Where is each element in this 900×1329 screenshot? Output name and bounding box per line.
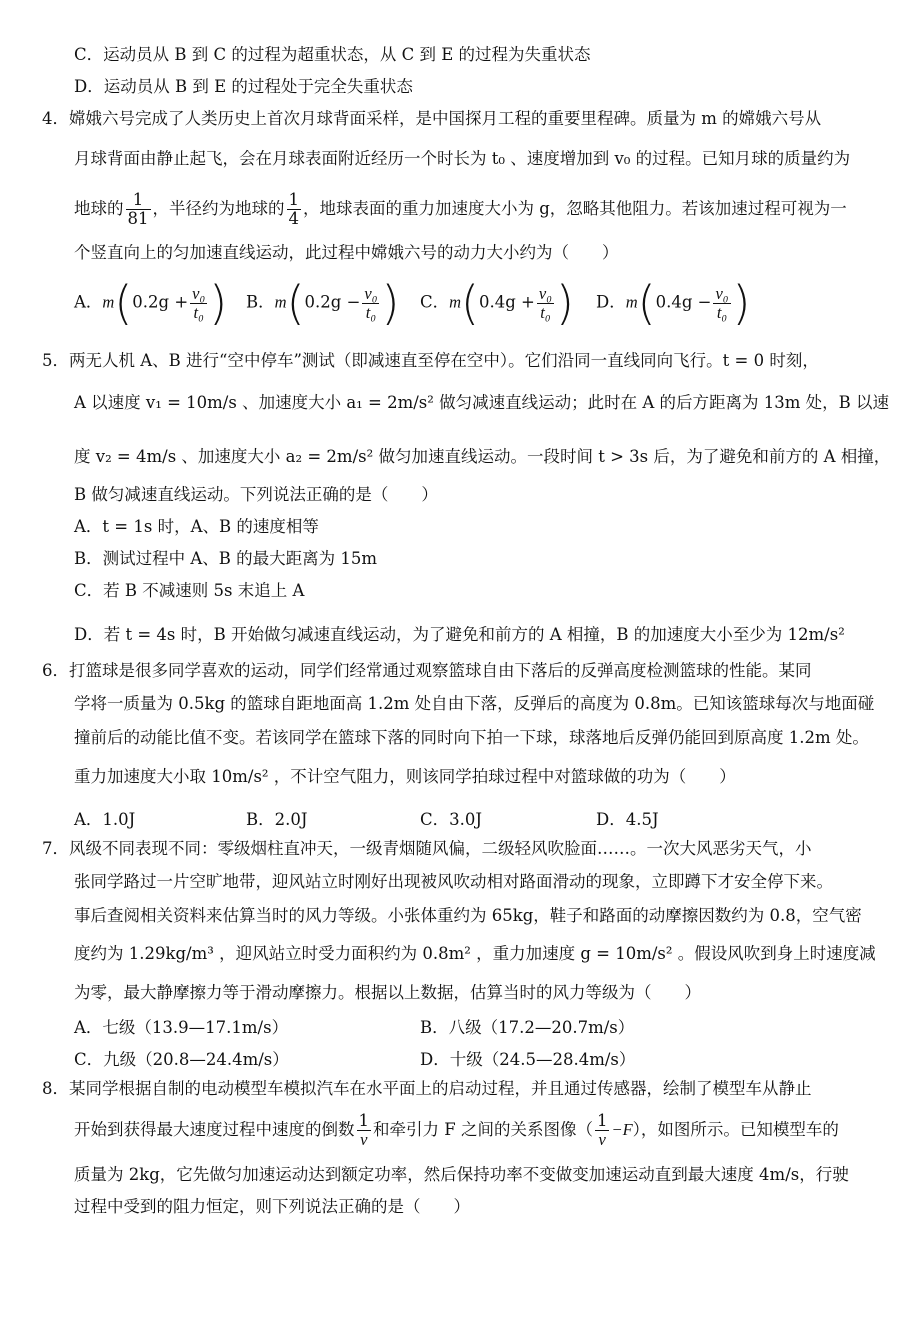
q3-option-c: C．运动员从 B 到 C 的过程为超重状态，从 C 到 E 的过程为失重状态 xyxy=(74,45,591,64)
q5-option-a: A．t = 1s 时，A、B 的速度相等 xyxy=(74,517,319,536)
v0-over-t0: $\frac{\text{v₀}}{\text{t₀}}$ xyxy=(538,283,552,322)
q8-stem-line2: 开始到获得最大速度过程中速度的倒数 $\frac{1}{v}$ 和牵引力 F 之间的关系图像（ $\frac{1}{v}$ −F），如图所示。已知模型车的 xyxy=(74,1111,839,1149)
q7-option-b: B．八级（17.2—20.7m/s） xyxy=(420,1018,635,1037)
q6-option-a: A．1.0J xyxy=(74,810,136,829)
q6-stem-line3: 撞前后的动能比值不变。若该同学在篮球下落的同时向下拍一下球，球落地后反弹仍能回到原高度 1.2m 处。 xyxy=(74,728,869,747)
q8-stem-line1: 8．某同学根据自制的电动模型车模拟汽车在水平面上的启动过程，并且通过传感器，绘制了模型车从静止 xyxy=(42,1079,812,1098)
inverse-v-fraction: $\frac{1}{v}$ xyxy=(358,1111,369,1149)
q5-option-b: B．测试过程中 A、B 的最大距离为 15m xyxy=(74,549,378,568)
moon-radius-fraction: $\frac{1}{4}$ xyxy=(288,190,299,228)
q6-stem-line4: 重力加速度大小取 10m/s² ，不计空气阻力，则该同学拍球过程中对篮球做的功为（ ） xyxy=(74,767,736,786)
q4-text-a: 地球的 xyxy=(74,199,124,218)
q6-option-d: D．4.5J xyxy=(596,810,659,829)
q4-stem-line2: 月球背面由静止起飞，会在月球表面附近经历一个时长为 t₀ 、速度增加到 v₀ 的过程。已知月球的质量约为 xyxy=(74,149,851,168)
q4-option-c: C．m(0.4g + $\frac{\text{v₀}}{\text{t₀}}$ ) xyxy=(420,276,574,330)
moon-mass-fraction: $\frac{1}{81}$ xyxy=(127,190,149,228)
q4-option-a: A．m(0.2g + $\frac{\text{v₀}}{\text{t₀}}$ ) xyxy=(74,276,228,330)
q5-stem-line4: B 做匀减速直线运动。下列说法正确的是（ ） xyxy=(74,485,438,504)
q7-option-d: D．十级（24.5—28.4m/s） xyxy=(420,1050,636,1069)
q5-stem-line2: A 以速度 v₁ = 10m/s 、加速度大小 a₁ = 2m/s² 做匀减速直线运动；此时在 A 的后方距离为 13m 处，B 以速 xyxy=(74,393,890,412)
q4-stem-line3 xyxy=(74,186,858,232)
q8-stem-line4: 过程中受到的阻力恒定，则下列说法正确的是（ ） xyxy=(74,1197,470,1216)
q5-stem-line3: 度 v₂ = 4m/s 、加速度大小 a₂ = 2m/s² 做匀加速直线运动。一段时间 t > 3s 后，为了避免和前方的 A 相撞， xyxy=(74,447,891,466)
q7-stem-line3: 事后查阅相关资料来估算当时的风力等级。小张体重约为 65kg，鞋子和路面的动摩擦因数约为 0.8，空气密 xyxy=(74,906,862,925)
q4-text-c: ，地球表面的重力加速度大小为 g，忽略其他阻力。若该加速过程可视为一 xyxy=(303,199,847,218)
q7-stem-line1: 7．风级不同表现不同：零级烟柱直冲天，一级青烟随风偏，二级轻风吹脸面……。一次大风恶劣天气，小 xyxy=(42,839,812,858)
q7-option-c: C．九级（20.8—24.4m/s） xyxy=(74,1050,289,1069)
v0-over-t0: $\frac{\text{v₀}}{\text{t₀}}$ xyxy=(715,283,729,322)
q5-stem-line1: 5．两无人机 A、B 进行“空中停车”测试（即减速直至停在空中）。它们沿同一直线同向飞行。t = 0 时刻， xyxy=(42,351,819,370)
q4-option-b: B．m(0.2g − $\frac{\text{v₀}}{\text{t₀}}$ ) xyxy=(246,276,400,330)
q7-stem-line5: 为零，最大静摩擦力等于滑动摩擦力。根据以上数据，估算当时的风力等级为（ ） xyxy=(74,983,701,1002)
q4-stem-line1: 4．嫦娥六号完成了人类历史上首次月球背面采样，是中国探月工程的重要里程碑。质量为 m 的嫦娥六号从 xyxy=(42,109,822,128)
q7-option-a: A．七级（13.9—17.1m/s） xyxy=(74,1018,289,1037)
q8-stem-line3: 质量为 2kg，它先做匀加速运动达到额定功率，然后保持功率不变做变加速运动直到最大速度 4m/s，行驶 xyxy=(74,1165,849,1184)
q6-stem-line2: 学将一质量为 0.5kg 的篮球自距地面高 1.2m 处自由下落，反弹后的高度为 0.8m。已知该篮球每次与地面碰 xyxy=(74,694,875,713)
q5-option-d: D．若 t = 4s 时，B 开始做匀减速直线运动，为了避免和前方的 A 相撞，B 的加速度大小至少为 12m/s² xyxy=(74,625,845,644)
q6-stem-line1: 6．打篮球是很多同学喜欢的运动，同学们经常通过观察篮球自由下落后的反弹高度检测篮球的性能。某同 xyxy=(42,661,812,680)
q5-option-c: C．若 B 不减速则 5s 末追上 A xyxy=(74,581,305,600)
q4-stem-line4: 个竖直向上的匀加速直线运动，此过程中嫦娥六号的动力大小约为（ ） xyxy=(74,243,619,262)
inverse-v-fraction-2: $\frac{1}{v}$ xyxy=(596,1111,608,1149)
q7-stem-line4: 度约为 1.29kg/m³ ，迎风站立时受力面积约为 0.8m² ，重力加速度 g = 10m/s² 。假设风吹到身上时速度减 xyxy=(74,944,876,963)
q7-stem-line2: 张同学路过一片空旷地带，迎风站立时刚好出现被风吹动相对路面滑动的现象，立即蹲下才安全停下来。 xyxy=(74,872,833,891)
q6-option-b: B．2.0J xyxy=(246,810,308,829)
q4-option-d: D．m(0.4g − $\frac{\text{v₀}}{\text{t₀}}$ ) xyxy=(596,276,751,330)
v0-over-t0: $\frac{\text{v₀}}{\text{t₀}}$ xyxy=(192,283,206,322)
q4-text-b: ，半径约为地球的 xyxy=(152,199,285,218)
q3-option-d: D．运动员从 B 到 E 的过程处于完全失重状态 xyxy=(74,77,413,96)
q6-option-c: C．3.0J xyxy=(420,810,482,829)
v0-over-t0: $\frac{\text{v₀}}{\text{t₀}}$ xyxy=(364,283,378,322)
